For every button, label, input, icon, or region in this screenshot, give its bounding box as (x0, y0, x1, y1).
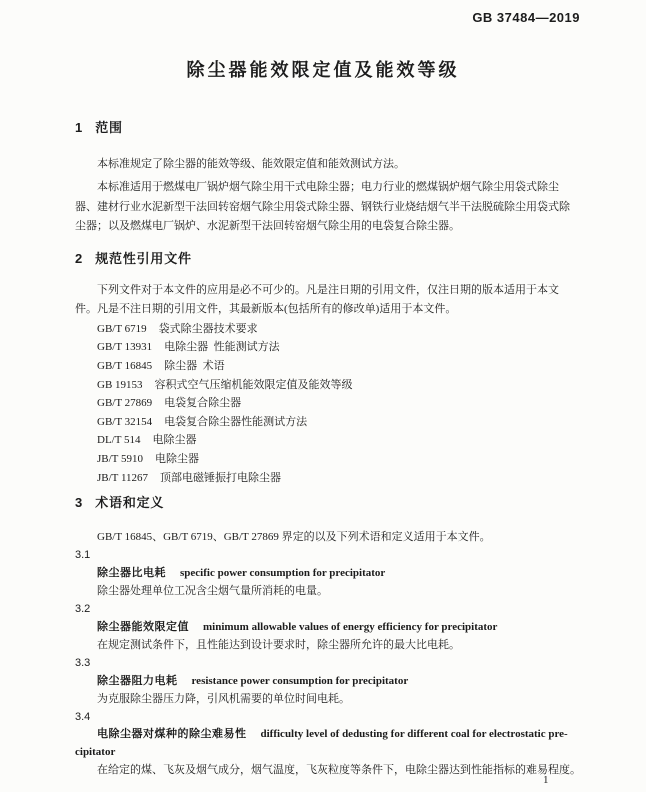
term-definition: 在给定的煤、飞灰及烟气成分，烟气温度，飞灰粒度等条件下，电除尘器达到性能指标的难易程度。 (97, 764, 581, 777)
document-body (75, 118, 581, 780)
clause-number: 3.2 (75, 603, 91, 616)
reference-code: GB/T 6719 (97, 322, 147, 335)
term-zh: 除尘器比电耗 (97, 567, 166, 580)
paragraph-line: 器、建材行业水泥新型干法回转窑烟气除尘用袋式除尘器、钢铁行业烧结烟气半干法脱硫除尘用袋式除 (75, 200, 570, 213)
section-number: 3 (75, 495, 83, 511)
term-definition: 为克服除尘器压力降，引风机需要的单位时间电耗。 (97, 692, 350, 705)
reference-title: 袋式除尘器技术要求 (158, 322, 258, 335)
term-en: difficulty level of dedusting for different coal for electrostatic pre- (260, 728, 568, 741)
reference-code: GB 19153 (97, 378, 143, 391)
section-heading-2 (75, 249, 578, 268)
term-title-continuation: cipitator (75, 746, 116, 759)
paragraph-line: 尘器；以及燃煤电厂锅炉、水泥新型干法回转窑烟气除尘用的电袋复合除尘器。 (75, 219, 460, 232)
reference-item (75, 431, 578, 450)
page-title: 除尘器能效限定值及能效等级 (186, 60, 460, 80)
section-heading-3 (75, 493, 578, 512)
reference-code: GB/T 32154 (97, 415, 153, 428)
reference-list (75, 320, 578, 487)
term-title (75, 565, 578, 583)
page-number: 1 (543, 774, 549, 786)
section-number: 2 (75, 251, 83, 267)
term-3-3 (75, 655, 578, 709)
term-title (75, 619, 578, 637)
reference-title: 电除尘器 性能测试方法 (164, 341, 280, 354)
reference-title: 除尘器 术语 (164, 359, 225, 372)
section-heading-1 (75, 118, 578, 137)
reference-code: JB/T 5910 (97, 452, 143, 465)
paragraph-line: GB/T 16845、GB/T 6719、GB/T 27869 界定的以及下列术语和定义适用于本文件。 (97, 531, 491, 544)
term-title (75, 726, 578, 744)
term-3-4 (75, 709, 581, 781)
reference-item (75, 413, 578, 432)
reference-code: JB/T 11267 (97, 471, 149, 484)
paragraph-line: 下列文件对于本文件的应用是必不可少的。凡是注日期的引用文件，仅注日期的版本适用于本文 (97, 284, 559, 297)
reference-item (75, 394, 578, 413)
term-en: resistance power consumption for precipitator (191, 674, 409, 687)
term-title (75, 673, 578, 691)
clause-number: 3.3 (75, 656, 91, 669)
doc-code: GB 37484—2019 (472, 10, 580, 25)
term-definition: 除尘器处理单位工况含尘烟气量所消耗的电量。 (97, 585, 328, 598)
reference-title: 电除尘器 (152, 434, 197, 447)
reference-code: GB/T 27869 (97, 397, 153, 410)
reference-item (75, 320, 578, 339)
term-en: minimum allowable values of energy efficiency for precipitator (203, 621, 498, 634)
clause-number: 3.4 (75, 710, 91, 723)
term-3-1 (75, 547, 578, 601)
reference-item (75, 357, 578, 376)
reference-title: 电袋复合除尘器性能测试方法 (164, 415, 308, 428)
section-title: 术语和定义 (95, 495, 165, 511)
terms-list (75, 547, 581, 780)
term-zh: 除尘器能效限定值 (97, 621, 189, 634)
reference-item (75, 469, 578, 488)
reference-title: 电袋复合除尘器 (164, 397, 242, 410)
term-3-2 (75, 601, 578, 655)
paragraph-line: 本标准规定了除尘器的能效等级、能效限定值和能效测试方法。 (97, 158, 405, 170)
paragraph (75, 281, 578, 320)
term-definition: 在规定测试条件下，且性能达到设计要求时，除尘器所允许的最大比电耗。 (97, 638, 460, 651)
paragraph (75, 178, 578, 236)
reference-code: GB/T 16845 (97, 359, 153, 372)
reference-title: 容积式空气压缩机能效限定值及能效等级 (154, 378, 353, 391)
section-title: 范围 (95, 120, 123, 135)
paragraph-line: 本标准适用于燃煤电厂锅炉烟气除尘用干式电除尘器；电力行业的燃煤锅炉烟气除尘用袋式除尘 (97, 181, 559, 194)
reference-title: 顶部电磁锤振打电除尘器 (160, 471, 282, 484)
section-title: 规范性引用文件 (95, 251, 192, 267)
term-zh: 除尘器阻力电耗 (97, 674, 178, 687)
term-zh: 电除尘器对煤种的除尘难易性 (97, 728, 247, 741)
reference-code: DL/T 514 (97, 434, 141, 447)
reference-code: GB/T 13931 (97, 341, 153, 354)
reference-title: 电除尘器 (154, 452, 199, 465)
term-en: specific power consumption for precipitator (180, 567, 386, 580)
reference-item (75, 376, 578, 395)
clause-number: 3.1 (75, 549, 91, 562)
reference-item (75, 450, 578, 469)
section-number: 1 (75, 120, 83, 135)
paragraph-line: 件。凡是不注日期的引用文件，其最新版本(包括所有的修改单)适用于本文件。 (75, 303, 457, 316)
reference-item (75, 338, 578, 357)
